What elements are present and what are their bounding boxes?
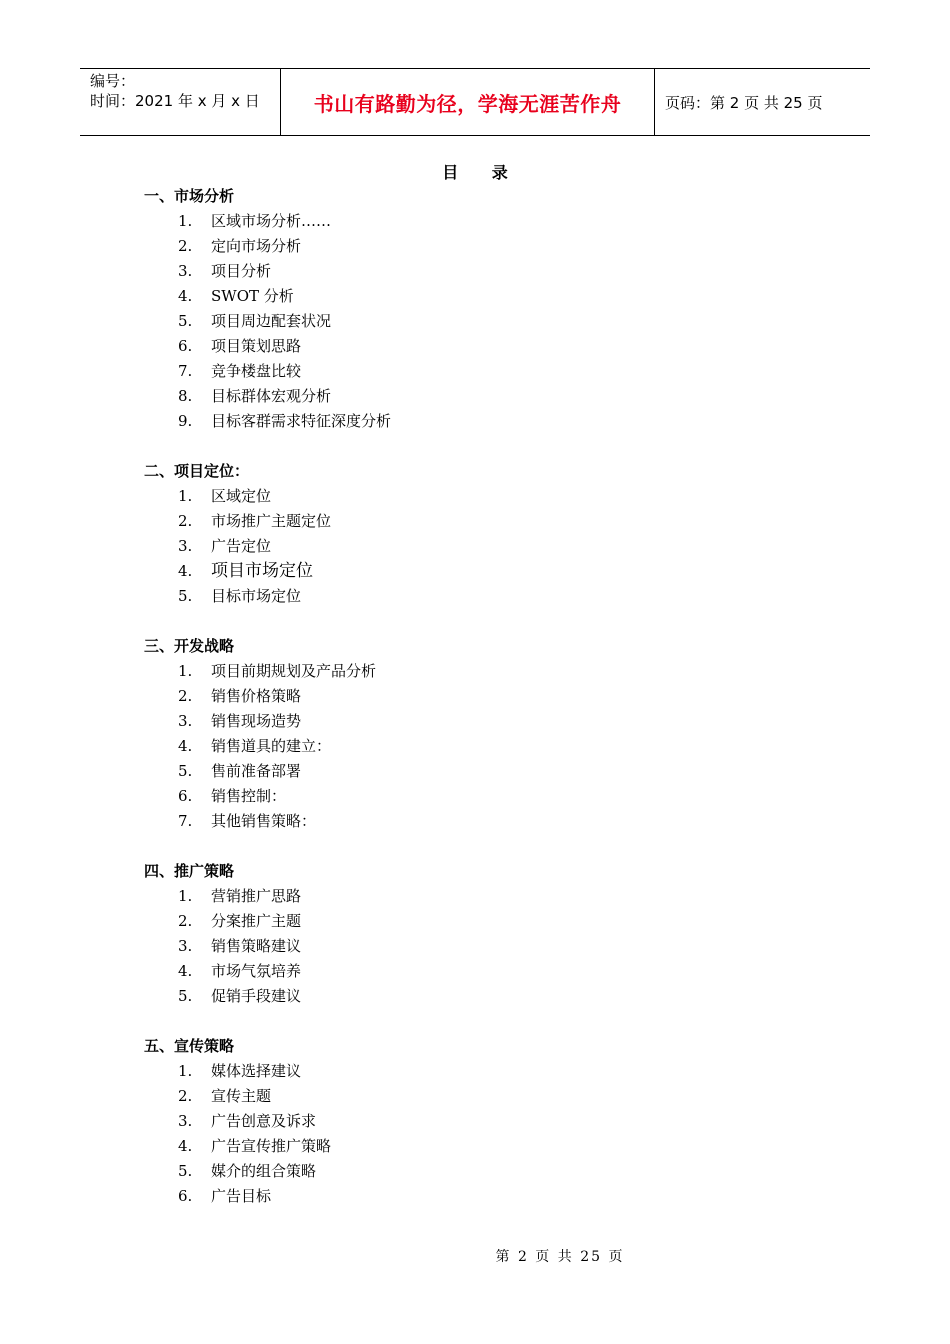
toc-entry [144,909,744,934]
toc-entry-number: 5. [178,987,193,1005]
toc-entry [144,934,744,959]
toc-entry-text: 市场气氛培养 [211,962,302,980]
toc-section [144,184,744,434]
toc-section [144,634,744,834]
toc-entry [144,284,744,309]
toc-entry-text: 媒介的组合策略 [211,1162,317,1180]
toc-section [144,1034,744,1209]
toc-entry-text: 广告创意及诉求 [211,1112,317,1130]
toc-entry-number: 1. [178,1062,193,1080]
toc-entry [144,534,744,559]
toc-entry-text: 项目分析 [211,262,272,280]
toc-entry-text: 区域市场分析…… [211,212,332,230]
toc-entry [144,659,744,684]
toc-entry-number: 7. [178,362,193,380]
toc-entry-number: 1. [178,487,193,505]
toc-entry-number: 5. [178,1162,193,1180]
table-of-contents [144,184,744,1209]
toc-entry-number: 2. [178,687,193,705]
toc-entry-number: 1. [178,662,193,680]
toc-entry-text: 分案推广主题 [211,912,302,930]
toc-entry [144,734,744,759]
toc-entry [144,234,744,259]
toc-section-heading: 三、开发战略 [144,637,235,655]
toc-entry-number: 4. [178,962,193,980]
toc-entry-text: 媒体选择建议 [211,1062,302,1080]
toc-entry-number: 4. [178,287,193,305]
page-header [80,68,870,136]
toc-entry [144,1059,744,1084]
toc-entry-text: 目标客群需求特征深度分析 [211,412,392,430]
toc-entry-text: 销售控制： [211,787,287,805]
toc-entry-text: 广告宣传推广策略 [211,1137,332,1155]
toc-section-heading: 五、宣传策略 [144,1037,235,1055]
toc-entry-number: 5. [178,587,193,605]
header-motto: 书山有路勤为径，学海无涯苦作舟 [281,69,655,135]
toc-entry-number: 3. [178,537,193,555]
toc-entry-text: 销售道具的建立： [211,737,332,755]
toc-section-heading: 二、项目定位： [144,462,250,480]
toc-entry-number: 2. [178,912,193,930]
toc-entry [144,1109,744,1134]
toc-entry [144,309,744,334]
toc-section-heading: 一、市场分析 [144,187,235,205]
toc-entry [144,884,744,909]
toc-entry-number: 3. [178,937,193,955]
toc-entry [144,1184,744,1209]
toc-entry-number: 5. [178,312,193,330]
toc-entry-text: 其他销售策略： [211,812,317,830]
toc-entry-text: 项目前期规划及产品分析 [211,662,377,680]
toc-entry-text: SWOT 分析 [211,287,294,305]
toc-entry-text: 目标市场定位 [211,587,302,605]
toc-entry-number: 1. [178,212,193,230]
toc-entry-number: 6. [178,1187,193,1205]
header-page-info: 页码：第 2 页 共 25 页 [665,93,823,112]
toc-entry-number: 8. [178,387,193,405]
toc-section [144,859,744,1009]
toc-entry-number: 3. [178,712,193,730]
toc-entry [144,709,744,734]
toc-entry-text: 销售策略建议 [211,937,302,955]
toc-entry-text: 销售价格策略 [211,687,302,705]
toc-entry [144,209,744,234]
toc-entry [144,1134,744,1159]
toc-entry [144,409,744,434]
toc-entry-number: 3. [178,262,193,280]
toc-entry [144,809,744,834]
toc-entry-text: 销售现场造势 [211,712,302,730]
toc-entry-text: 项目市场定位 [211,561,313,581]
toc-entry-text: 竞争楼盘比较 [211,362,302,380]
toc-entry [144,484,744,509]
toc-title: 目 录 [442,163,522,182]
toc-entry [144,1084,744,1109]
toc-entry [144,259,744,284]
toc-entry-text: 广告目标 [211,1187,272,1205]
toc-entry-text: 目标群体宏观分析 [211,387,332,405]
toc-entry-text: 项目周边配套状况 [211,312,332,330]
toc-entry-number: 4. [178,562,193,580]
toc-entry-number: 2. [178,512,193,530]
toc-entry-text: 市场推广主题定位 [211,512,332,530]
toc-entry-text: 区域定位 [211,487,272,505]
toc-entry [144,684,744,709]
toc-entry-text: 售前准备部署 [211,762,302,780]
toc-section-heading: 四、推广策略 [144,862,235,880]
toc-entry [144,559,744,584]
header-meta [80,69,281,135]
toc-entry [144,784,744,809]
toc-entry-number: 1. [178,887,193,905]
toc-entry-number: 5. [178,762,193,780]
document-number-label: 编号： [90,72,136,90]
toc-entry-number: 2. [178,237,193,255]
toc-entry-text: 广告定位 [211,537,272,555]
toc-section [144,459,744,609]
toc-entry [144,334,744,359]
toc-entry [144,584,744,609]
toc-entry-text: 宣传主题 [211,1087,272,1105]
toc-entry [144,759,744,784]
toc-entry [144,509,744,534]
toc-entry-number: 4. [178,737,193,755]
toc-entry-number: 2. [178,1087,193,1105]
toc-entry [144,1159,744,1184]
toc-entry [144,384,744,409]
toc-entry [144,984,744,1009]
toc-entry-number: 7. [178,812,193,830]
toc-entry [144,359,744,384]
toc-entry-text: 定向市场分析 [211,237,302,255]
page-footer: 第 2 页 共 25 页 [495,1249,625,1265]
toc-entry-text: 促销手段建议 [211,987,302,1005]
toc-entry-number: 6. [178,787,193,805]
document-date: 时间：2021 年 x 月 x 日 [90,92,260,110]
toc-entry-text: 项目策划思路 [211,337,302,355]
toc-entry-number: 3. [178,1112,193,1130]
toc-entry-number: 9. [178,412,193,430]
toc-entry-number: 6. [178,337,193,355]
toc-entry-number: 4. [178,1137,193,1155]
toc-entry-text: 营销推广思路 [211,887,302,905]
toc-entry [144,959,744,984]
